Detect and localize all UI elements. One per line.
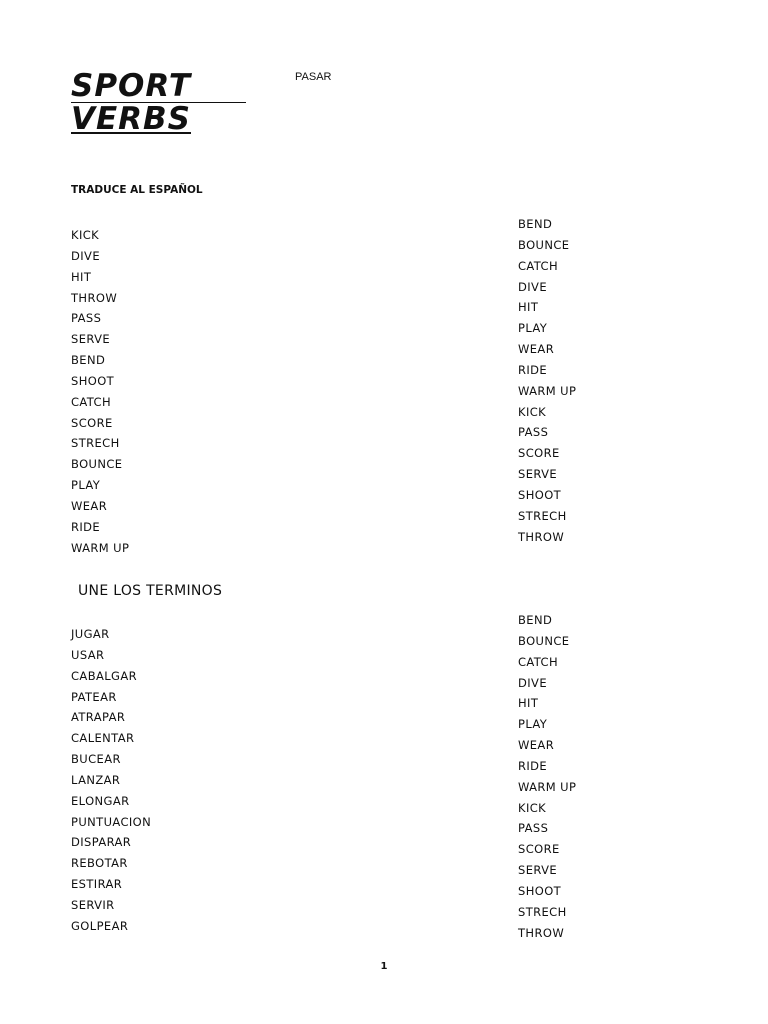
- list-item: BEND: [518, 217, 553, 231]
- list-item: SHOOT: [71, 373, 115, 388]
- section2-word-bank: [518, 610, 576, 944]
- list-item: WEAR: [71, 498, 108, 513]
- list-item: STRECH: [518, 904, 567, 919]
- list-item: PLAY: [71, 478, 101, 493]
- list-item: HIT: [518, 300, 539, 315]
- list-item: ATRAPAR: [71, 710, 126, 725]
- list-item: CATCH: [518, 654, 559, 669]
- section1-heading: TRADUCE AL ESPAÑOL: [71, 184, 203, 196]
- list-item: PLAY: [518, 321, 548, 336]
- list-item: SHOOT: [518, 883, 562, 898]
- list-item: WARM UP: [518, 383, 577, 398]
- list-item: GOLPEAR: [71, 918, 129, 933]
- list-item: PUNTUACION: [71, 814, 152, 829]
- list-item: WEAR: [518, 738, 555, 753]
- list-item: WARM UP: [71, 540, 130, 555]
- list-item: CATCH: [518, 258, 559, 273]
- list-item: SCORE: [71, 415, 113, 430]
- list-item: DISPARAR: [71, 835, 132, 850]
- list-item: RIDE: [518, 362, 548, 377]
- list-item: JUGAR: [71, 627, 110, 641]
- title-line-verbs: VERBS: [71, 101, 191, 137]
- list-item: PATEAR: [71, 689, 117, 704]
- list-item: THROW: [71, 290, 118, 305]
- list-item: KICK: [518, 800, 547, 815]
- list-item: THROW: [518, 925, 565, 940]
- list-item: USAR: [71, 647, 105, 662]
- list-item: SCORE: [518, 842, 560, 857]
- list-item: PASS: [71, 311, 102, 326]
- list-item: CABALGAR: [71, 668, 138, 683]
- section1-word-bank: [518, 214, 576, 548]
- list-item: PASS: [518, 821, 549, 836]
- list-item: LANZAR: [71, 772, 121, 787]
- list-item: PLAY: [518, 717, 548, 732]
- list-item: ESTIRAR: [71, 877, 123, 892]
- list-item: BUCEAR: [71, 752, 121, 767]
- list-item: WEAR: [518, 342, 555, 357]
- title-line-sport: SPORT: [71, 70, 246, 103]
- list-item: SERVE: [518, 863, 558, 878]
- list-item: BOUNCE: [518, 237, 570, 252]
- page-number: 1: [380, 961, 388, 972]
- section1-english-list: [71, 225, 129, 559]
- document-title: [71, 70, 246, 136]
- list-item: BEND: [518, 613, 553, 627]
- list-item: SERVE: [518, 467, 558, 482]
- list-item: CALENTAR: [71, 731, 135, 746]
- list-item: RIDE: [518, 758, 548, 773]
- list-item: STRECH: [71, 436, 120, 451]
- list-item: THROW: [518, 529, 565, 544]
- list-item: DIVE: [71, 248, 100, 263]
- list-item: RIDE: [71, 519, 101, 534]
- list-item: DIVE: [518, 279, 547, 294]
- list-item: REBOTAR: [71, 856, 128, 871]
- pasar-label: PASAR: [295, 71, 332, 83]
- list-item: HIT: [71, 269, 92, 284]
- list-item: DIVE: [518, 675, 547, 690]
- list-item: SCORE: [518, 446, 560, 461]
- list-item: BEND: [71, 353, 106, 368]
- list-item: BOUNCE: [71, 457, 123, 472]
- list-item: WARM UP: [518, 779, 577, 794]
- list-item: KICK: [71, 228, 100, 242]
- list-item: SHOOT: [518, 487, 562, 502]
- section2-heading: UNE LOS TERMINOS: [78, 583, 223, 599]
- section2-spanish-list: [71, 624, 151, 937]
- list-item: CATCH: [71, 394, 112, 409]
- list-item: STRECH: [518, 508, 567, 523]
- list-item: SERVIR: [71, 897, 115, 912]
- list-item: SERVE: [71, 332, 111, 347]
- list-item: ELONGAR: [71, 793, 130, 808]
- list-item: KICK: [518, 404, 547, 419]
- list-item: BOUNCE: [518, 633, 570, 648]
- list-item: HIT: [518, 696, 539, 711]
- list-item: PASS: [518, 425, 549, 440]
